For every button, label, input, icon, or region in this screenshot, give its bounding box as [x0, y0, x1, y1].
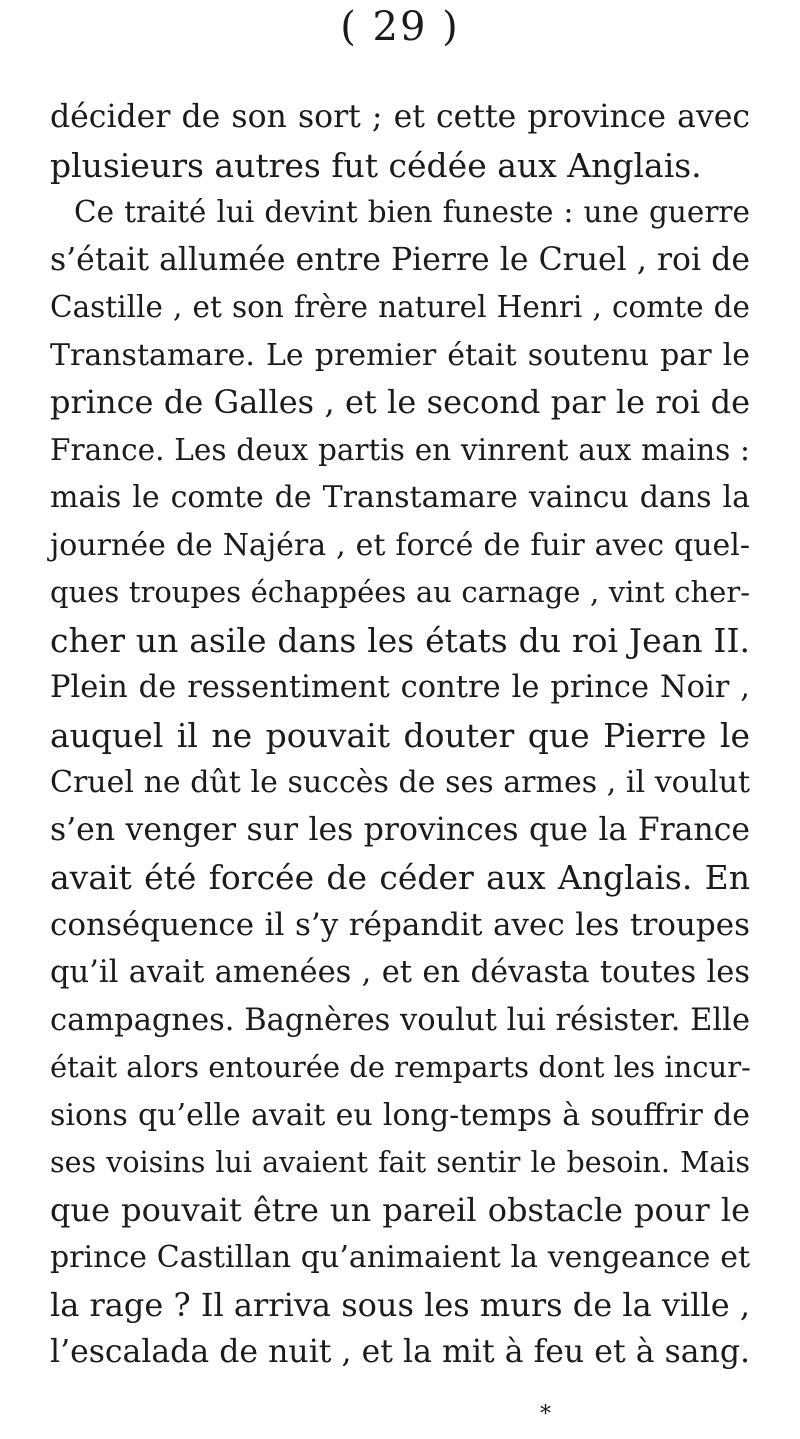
text-line: cher un asile dans les états du roi Jean II.	[50, 620, 750, 660]
text-line: Castille , et son frère naturel Henri , comte de	[50, 290, 750, 324]
text-line: avait été forcée de céder aux Anglais. En	[50, 858, 750, 897]
text-line: auquel il ne pouvait douter que Pierre le	[50, 715, 750, 755]
page-number: ( 29 )	[340, 4, 460, 50]
text-line: était alors entourée de remparts dont les incur-	[50, 1050, 751, 1084]
text-line: France. Les deux partis en vinrent aux mains :	[50, 432, 750, 467]
body-text	[50, 94, 750, 1377]
text-line: s’était allumée entre Pierre le Cruel , roi de	[50, 241, 750, 278]
text-line: s’en venger sur les provinces que la France	[50, 811, 750, 848]
signature-mark: *	[540, 1402, 551, 1427]
text-line: qu’il avait amenées , et en dévasta toutes les	[50, 955, 750, 990]
text-line: Plein de ressentiment contre le prince Noir ,	[50, 670, 750, 705]
text-line: ses voisins lui avaient fait sentir le besoin. Mais	[50, 1146, 750, 1179]
text-line: que pouvait être un pareil obstacle pour le	[50, 1190, 750, 1229]
text-line: ques troupes échappées au carnage , vint cher-	[50, 575, 750, 609]
text-line: l’escalada de nuit , et la mit à feu et à sang.	[50, 1334, 750, 1370]
text-line: mais le comte de Transtamare vaincu dans la	[50, 480, 750, 515]
text-line: prince de Galles , et le second par le roi de	[50, 383, 750, 421]
text-line: journée de Najéra , et forcé de fuir avec quel-	[50, 527, 750, 563]
text-line: conséquence il s’y répandit avec les troupes	[50, 906, 750, 943]
text-line: campagnes. Bagnères voulut lui résister. Elle	[50, 1002, 750, 1038]
text-line: décider de son sort ; et cette province avec	[50, 99, 750, 135]
text-line: plusieurs autres fut cédée aux Anglais.	[50, 145, 702, 185]
text-line: Cruel ne dût le succès de ses armes , il voulut	[50, 765, 750, 800]
text-line: sions qu’elle avait eu long-temps à souffrir de	[50, 1097, 750, 1133]
text-line: prince Castillan qu’animaient la vengeance et	[50, 1240, 750, 1275]
text-line: Transtamare. Le premier était soutenu par le	[50, 337, 750, 373]
text-line: Ce traité lui devint bien funeste : une guerre	[74, 195, 750, 229]
text-line: la rage ? Il arriva sous les murs de la ville ,	[50, 1285, 750, 1324]
